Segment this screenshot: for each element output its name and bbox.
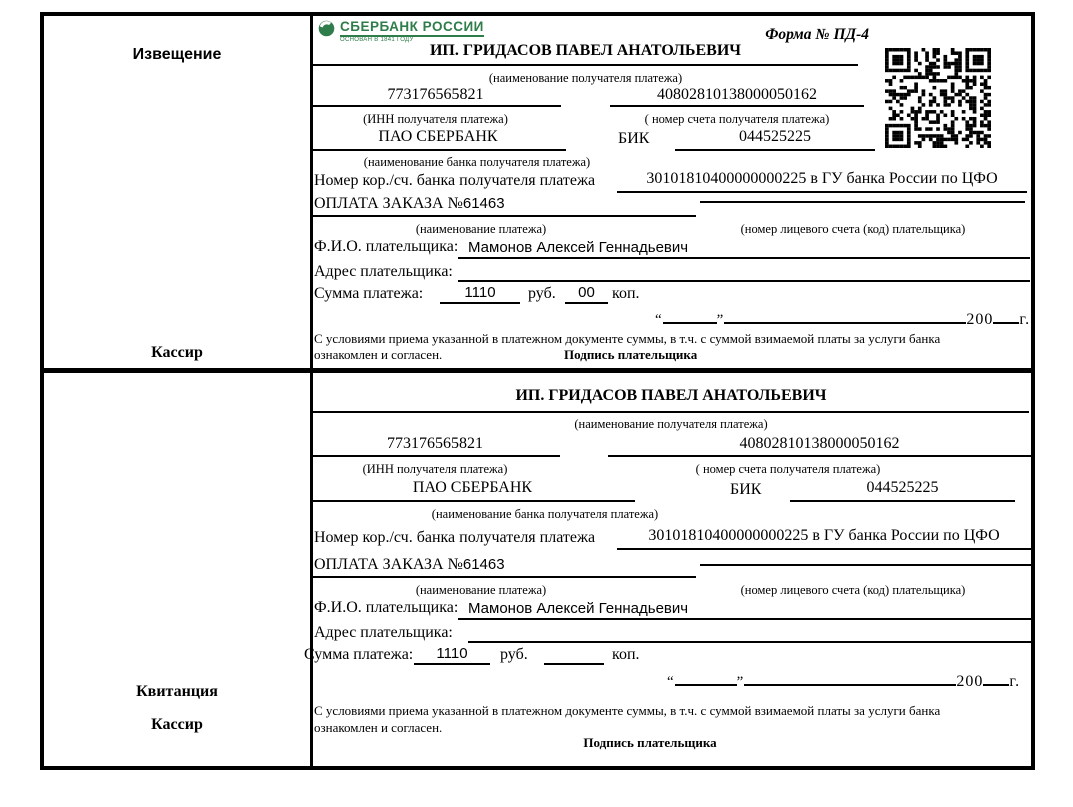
personal-account-line [700,201,1025,203]
recipient-name: ИП. ГРИДАСОВ ПАВЕЛ АНАТОЛЬЕВИЧ [313,387,1029,413]
sberbank-logo-icon [318,20,335,42]
bik-value: 044525225 [790,479,1015,502]
bik-label: БИК [618,130,650,147]
payer-signature-label: Подпись плательщика [564,347,698,362]
payer-address-line [468,641,1031,643]
rub-label: руб. [528,285,556,302]
date-month-line [724,307,966,324]
date-line [667,669,1020,691]
year-prefix: 200 [966,311,994,328]
sum-rub-value: 1110 [440,284,520,304]
payment-name-caption: (наименование платежа) [415,583,547,597]
corr-account-label: Номер кор./сч. банка получателя платежа [314,529,596,546]
sum-label: Сумма платежа: [304,646,414,663]
date-day-line [663,307,717,324]
inn-value: 773176565821 [310,435,560,457]
quote-close: ” [736,674,745,690]
account-caption: ( номер счета получателя платежа) [644,112,830,126]
sum-label: Сумма платежа: [314,285,424,302]
kop-label: коп. [612,646,640,663]
corr-account-label: Номер кор./сч. банка получателя платежа [314,172,596,189]
date-line [655,307,1030,329]
rub-label: руб. [500,646,528,663]
bik-value: 044525225 [675,128,875,151]
cashier-label: Кассир [151,716,203,733]
recipient-caption: (наименование получателя платежа) [488,71,683,85]
receipt-label: Квитанция [136,683,218,700]
payer-name-label: Ф.И.О. плательщика: [314,238,459,255]
account-value: 40802810138000050162 [610,86,864,107]
payment-document [40,12,1035,770]
quote-open: “ [667,674,675,690]
payer-name-label: Ф.И.О. плательщика: [314,599,459,616]
bank-name: ПАО СБЕРБАНК [310,128,566,151]
year-suffix: г. [1019,311,1031,328]
sberbank-logo-tagline: ОСНОВАН В 1841 ГОДУ [340,37,414,43]
payer-name-value: Мамонов Алексей Геннадьевич [468,600,689,617]
recipient-caption: (наименование получателя платежа) [574,417,768,431]
notice-section [44,16,1031,368]
year-line [983,669,1009,686]
recipient-name: ИП. ГРИДАСОВ ПАВЕЛ АНАТОЛЬЕВИЧ [313,42,858,66]
sum-kop-value [544,645,604,665]
kop-label: коп. [612,285,640,302]
receipt-section [44,373,1031,766]
payer-address-label: Адрес плательщика: [314,624,453,641]
inn-value: 773176565821 [310,86,561,107]
payer-name-line [458,257,1030,259]
notice-label: Извещение [132,46,222,63]
payment-purpose [314,195,505,213]
inn-caption: (ИНН получателя платежа) [363,112,508,126]
personal-account-line [700,564,1031,566]
payment-purpose-underline [310,215,696,217]
form-number: Форма № ПД-4 [765,26,869,43]
quote-open: “ [655,312,663,328]
order-number: 61463 [462,195,505,212]
terms-line2: ознакомлен и согласен. [314,720,443,735]
year-suffix: г. [1009,673,1021,690]
payer-name-value: Мамонов Алексей Геннадьевич [468,239,689,256]
terms-line2: ознакомлен и согласен. [314,347,443,362]
corr-account-value: 30101810400000000225 в ГУ банка России по ЦФО [617,527,1031,550]
payment-name-caption: (наименование платежа) [415,222,547,236]
vertical-divider [310,373,313,766]
year-prefix: 200 [956,673,984,690]
personal-account-caption: (номер лицевого счета (код) плательщика) [740,222,966,236]
sberbank-logo [318,19,484,43]
account-value: 40802810138000050162 [608,435,1031,457]
payment-purpose-underline [310,576,696,578]
terms-line1: С условиями приема указанной в платежном документе суммы, в т.ч. с суммой взимаемой платы за услуги банка [314,703,941,718]
inn-caption: (ИНН получателя платежа) [362,462,508,476]
payer-name-line [458,618,1031,620]
payer-address-line [458,280,1030,282]
sum-kop-value: 00 [565,284,608,304]
sum-rub-value: 1110 [414,645,490,665]
quote-close: ” [716,312,725,328]
date-month-line [744,669,956,686]
qr-code [885,48,991,148]
payer-address-label: Адрес плательщика: [314,263,453,280]
corr-account-value: 30101810400000000225 в ГУ банка России по ЦФО [617,170,1027,193]
vertical-divider [310,16,313,368]
personal-account-caption: (номер лицевого счета (код) плательщика) [740,583,966,597]
date-day-line [675,669,737,686]
year-line [993,307,1019,324]
bank-caption: (наименование банка получателя платежа) [363,155,591,169]
terms-line1: С условиями приема указанной в платежном документе суммы, в т.ч. с суммой взимаемой платы за услуги банка [314,331,941,346]
bank-name: ПАО СБЕРБАНК [310,479,635,502]
cashier-label: Кассир [151,344,203,361]
payment-purpose [314,556,505,574]
account-caption: ( номер счета получателя платежа) [695,462,881,476]
payment-purpose-label: ОПЛАТА ЗАКАЗА № [314,195,463,212]
bik-label: БИК [730,481,762,498]
payer-signature-label: Подпись плательщика [583,735,717,750]
order-number: 61463 [462,556,505,573]
sberbank-logo-text: СБЕРБАНК РОССИИ [340,19,484,37]
bank-caption: (наименование банка получателя платежа) [431,507,659,521]
payment-purpose-label: ОПЛАТА ЗАКАЗА № [314,556,463,573]
